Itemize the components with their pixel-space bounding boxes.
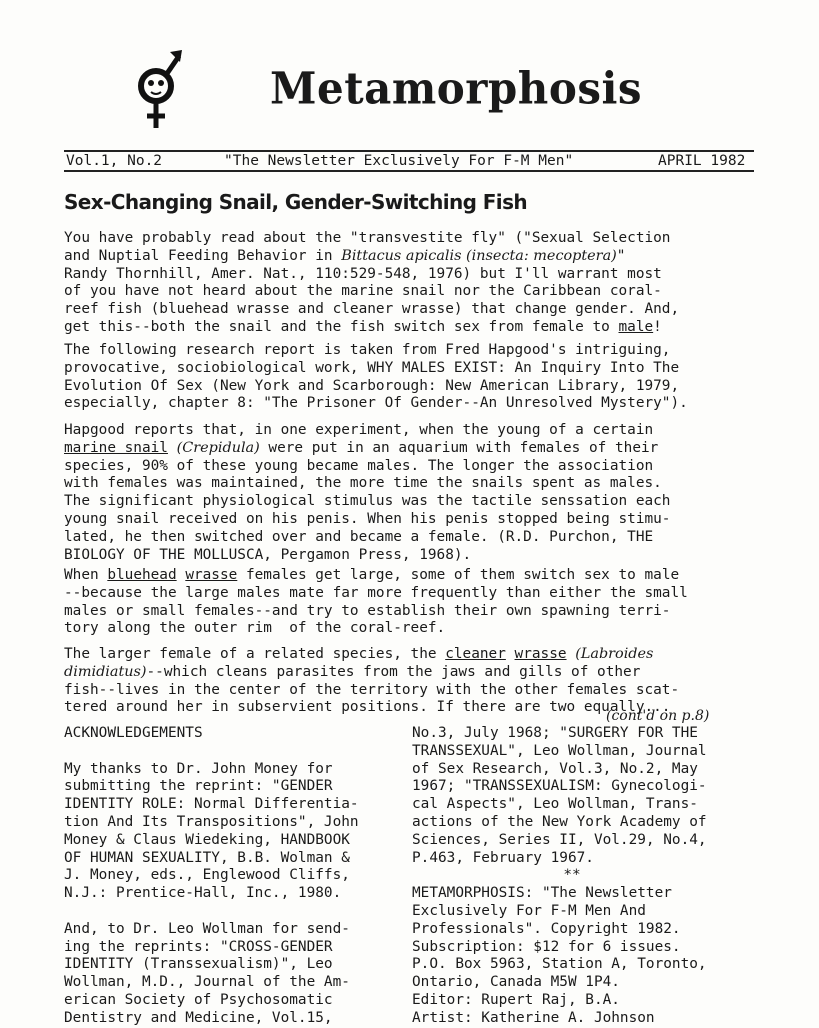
issue-date: APRIL 1982 [658,153,746,169]
article-paragraph-4: When bluehead wrasse females get large, some of them switch sex to male --because the large males mate far more frequently than either the small males or small females--and try to establish their own spawning terri- tory along the outer rim of the coral-reef. [64,567,688,637]
article-paragraph-3: Hapgood reports that, in one experiment, when the young of a certain marine snail (Crepidula) were put in an aquarium with females of their species, 90% of these young became males. The longer the association with females was maintained, the more time the snails spent as males. The significant physiological stimulus was the tactile senssation each young snail received on his penis. When his penis stopped being stimu- lated, he then switched over and became a female. (R.D. Purchon, THE BIOLOGY OF THE MOLLUSCA, Pergamon Press, 1968). [64,422,671,563]
acknowledgements-continued-column: No.3, July 1968; "SURGERY FOR THE TRANSSEXUAL", Leo Wollman, Journal of Sex Research, Vol.3, No.2, May 1967; "TRANSSEXUALISM: Gynecologi- cal Aspects", Leo Wollman, Trans- actions of the New York Academy of Sciences, Series II, Vol.29, No.4, P.463, February 1967. ** METAMORPHOSIS: "The Newsletter Exclusively For F-M Men And Professionals". Copyright 1982. Subscription: $12 for 6 issues. P.O. Box 5963, Station A, Toronto, Ontario, Canada M5W 1P4. Editor: Rupert Raj, B.A. Artist: Katherine A. Johnson [412,725,772,1028]
female-male-symbol-icon [132,46,184,132]
separator-mark: ** [563,867,581,884]
issue-bar [64,150,754,172]
continued-note: (cont'd on p.8) [606,708,710,724]
article-headline: Sex-Changing Snail, Gender-Switching Fish [64,190,528,214]
article-paragraph-2: The following research report is taken from Fred Hapgood's intriguing, provocative, sociobiological work, WHY MALES EXIST: An Inquiry Into The Evolution Of Sex (New York and Scarborough: New American Library, 1979, especially, chapter 8: "The Prisoner Of Gender--An Unresolved Mystery"). [64,342,688,412]
article-paragraph-5: The larger female of a related species, the cleaner wrasse (Labroides dimidiatus)--which cleans parasites from the jaws and gills of other fish--lives in the center of the territory with the other females scat- tered around her in subservient positions. If there are two equally... [64,646,680,716]
issue-tagline: "The Newsletter Exclusively For F-M Men" [224,153,574,169]
acknowledgements-heading: ACKNOWLEDGEMENTS [64,725,203,741]
masthead-title: Metamorphosis [270,62,643,114]
issue-volume: Vol.1, No.2 [66,153,163,169]
article-paragraph-1: You have probably read about the "transvestite fly" ("Sexual Selection and Nuptial Feeding Behavior in Bittacus apicalis (insecta: mecoptera)" Randy Thornhill, Amer. Nat., 110:529-548, 1976) but I'll warrant most of you have not heard about the marine snail nor the Caribbean coral- reef fish (bluehead wrasse and cleaner wrasse) that change gender. And, get this--both the snail and the fish switch sex from female to male! [64,230,680,335]
colophon: METAMORPHOSIS: "The Newsletter [412,885,672,902]
acknowledgements-column: ACKNOWLEDGEMENTS My thanks to Dr. John Money for submitting the reprint: "GENDER IDENTITY ROLE: Normal Differentia- tion And Its Transpositions", John Money & Claus Wiedeking, HANDBOOK OF HUMAN SEXUALITY, B.B. Wolman & J. Money, eds., Englewood Cliffs, N.J.: Prentice-Hall, Inc., 1980. And, to Dr. Leo Wollman for send- ing the reprints: "CROSS-GENDER IDENTITY (Transsexualism)", Leo Wollman, M.D., Journal of the Am- erican Society of Psychosomatic Dentistry and Medicine, Vol.15, [64,725,359,1026]
